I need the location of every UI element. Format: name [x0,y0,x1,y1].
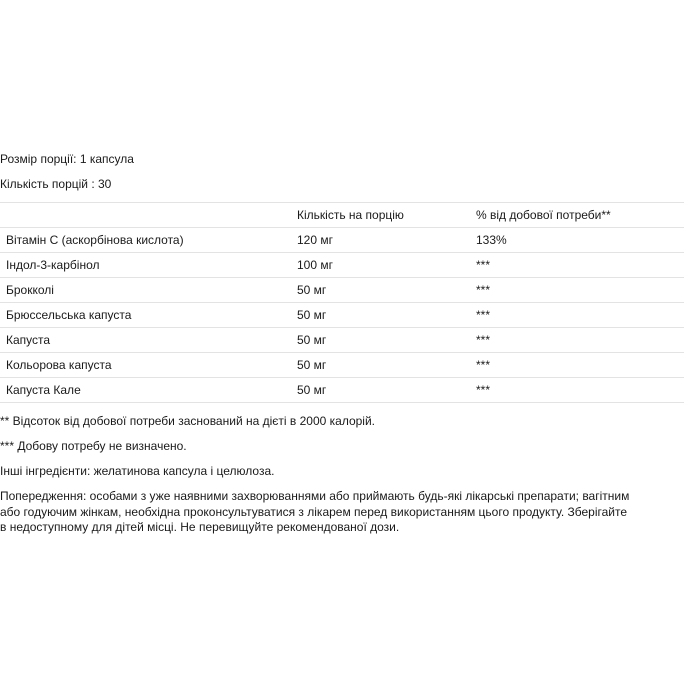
ingredient-amount: 50 мг [297,303,476,328]
ingredient-name: Капуста [0,328,297,353]
ingredient-amount: 100 мг [297,253,476,278]
table-row [0,253,684,278]
table-row [0,328,684,353]
ingredient-amount: 50 мг [297,378,476,403]
not-established-footnote: *** Добову потребу не визначено. [0,439,187,453]
ingredient-daily-value: *** [476,378,684,403]
table-row [0,378,684,403]
table-header-row [0,203,684,228]
header-amount-per-serving: Кількість на порцію [297,203,476,228]
table-row [0,303,684,328]
warning-text: Попередження: особами з уже наявними захворюваннями або приймають будь-які лікарські препарати; вагітним або годуючим жінкам, необхідна проконсультуватися з лікарем перед використанням цього продукту. Зберігайте в недоступному для дітей місці. Не перевищуйте рекомендованої дози. [0,489,630,534]
ingredient-amount: 50 мг [297,328,476,353]
ingredient-name: Кольорова капуста [0,353,297,378]
table-row [0,353,684,378]
header-ingredient [0,203,297,228]
ingredient-daily-value: *** [476,353,684,378]
ingredient-daily-value: 133% [476,228,684,253]
ingredient-daily-value: *** [476,303,684,328]
ingredient-daily-value: *** [476,278,684,303]
ingredient-amount: 50 мг [297,278,476,303]
ingredient-name: Капуста Кале [0,378,297,403]
servings-per-container: Кількість порцій : 30 [0,177,112,191]
ingredient-name: Індол-3-карбінол [0,253,297,278]
ingredient-amount: 120 мг [297,228,476,253]
ingredient-daily-value: *** [476,328,684,353]
ingredient-daily-value: *** [476,253,684,278]
header-daily-value: % від добової потреби** [476,203,684,228]
daily-value-footnote: ** Відсоток від добової потреби заснований на дієті в 2000 калорій. [0,414,376,428]
table-row [0,278,684,303]
ingredient-amount: 50 мг [297,353,476,378]
ingredient-name: Брюссельська капуста [0,303,297,328]
ingredient-name: Вітамін С (аскорбінова кислота) [0,228,297,253]
ingredient-name: Брокколі [0,278,297,303]
serving-size: Розмір порції: 1 капсула [0,152,134,166]
other-ingredients: Інші інгредієнти: желатинова капсула і целюлоза. [0,464,275,478]
supplement-facts-table [0,202,684,403]
table-row [0,228,684,253]
